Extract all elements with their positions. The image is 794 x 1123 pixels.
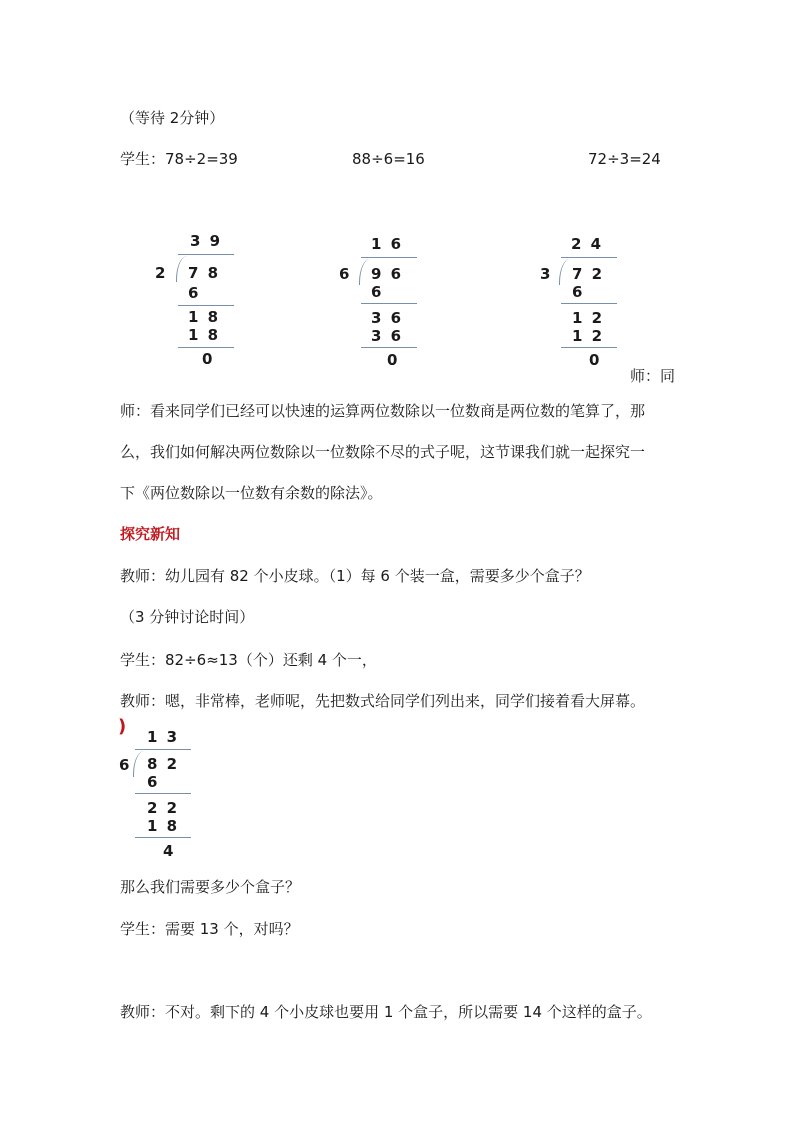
section-heading: 探究新知 bbox=[120, 525, 181, 543]
divisor: 2 bbox=[155, 264, 168, 282]
teacher-line-1a: 师：看来同学们已经可以快速的运算两位数除以一位数商是两位数的笔算了，那 bbox=[120, 402, 646, 420]
teacher-side-note: 师：同 bbox=[630, 367, 676, 385]
step-2: 3 6 bbox=[371, 309, 404, 327]
step-rule bbox=[361, 347, 417, 348]
remainder: 0 bbox=[387, 351, 400, 369]
remainder: 0 bbox=[589, 351, 602, 369]
wait-note: （等待 2分钟） bbox=[120, 109, 225, 127]
problem-statement: 教师：幼儿园有 82 个小皮球。（1）每 6 个装一盒，需要多少个盒子？ bbox=[120, 567, 590, 585]
divisor: 3 bbox=[540, 265, 553, 283]
remainder: 0 bbox=[202, 350, 215, 368]
teacher-line-2: 教师：嗯，非常棒，老师呢，先把数式给同学们列出来，同学们接着看大屏幕。 bbox=[120, 692, 646, 710]
step-rule bbox=[561, 347, 617, 348]
step-3: 3 6 bbox=[371, 327, 404, 345]
teacher-line-1b: 么，我们如何解决两位数除以一位数除不尽的式子呢，这节课我们就一起探究一 bbox=[120, 443, 646, 461]
long-division-96-by-6 bbox=[333, 235, 433, 375]
division-bracket bbox=[359, 259, 370, 285]
dividend: 7 8 bbox=[188, 264, 221, 282]
teacher-line-3: 教师：不对。剩下的 4 个小皮球也要用 1 个盒子，所以需要 14 个这样的盒子。 bbox=[120, 1003, 652, 1021]
dividend: 7 2 bbox=[572, 265, 605, 283]
step-rule bbox=[561, 303, 617, 304]
step-2: 2 2 bbox=[147, 799, 180, 817]
division-bar bbox=[178, 254, 234, 255]
question-line: 那么我们需要多少个盒子？ bbox=[120, 878, 301, 896]
quotient: 3 9 bbox=[190, 232, 223, 250]
student-answer-3: 72÷3=24 bbox=[588, 150, 661, 168]
discussion-note: （3 分钟讨论时间） bbox=[120, 608, 255, 626]
long-division-82-by-6 bbox=[115, 728, 215, 863]
teacher-line-1c: 下《两位数除以一位数有余数的除法》。 bbox=[120, 484, 383, 502]
step-3: 1 2 bbox=[572, 327, 605, 345]
long-division-72-by-3 bbox=[535, 235, 635, 375]
division-bracket bbox=[133, 751, 144, 777]
quotient: 1 6 bbox=[371, 235, 404, 253]
step-3: 1 8 bbox=[188, 326, 221, 344]
division-bar bbox=[361, 257, 417, 258]
step-rule bbox=[135, 793, 191, 794]
divisor: 6 bbox=[119, 756, 132, 774]
step-rule bbox=[178, 347, 234, 348]
red-bracket-mark: ) bbox=[118, 716, 127, 737]
student-answer-1: 学生：78÷2=39 bbox=[120, 150, 238, 168]
student-answer-2: 88÷6=16 bbox=[352, 150, 425, 168]
dividend: 8 2 bbox=[147, 755, 180, 773]
step-1: 6 bbox=[572, 283, 585, 301]
quotient: 2 4 bbox=[571, 235, 604, 253]
division-bracket bbox=[559, 259, 570, 285]
divisor: 6 bbox=[339, 265, 352, 283]
step-rule bbox=[361, 303, 417, 304]
step-1: 6 bbox=[147, 773, 160, 791]
step-1: 6 bbox=[371, 283, 384, 301]
student-answer-5: 学生：需要 13 个，对吗？ bbox=[120, 920, 299, 938]
division-bar bbox=[561, 257, 617, 258]
student-answer-4: 学生：82÷6≈13（个）还剩 4 个一， bbox=[120, 651, 377, 669]
step-2: 1 8 bbox=[188, 308, 221, 326]
step-rule bbox=[178, 305, 234, 306]
quotient: 1 3 bbox=[147, 728, 180, 746]
step-3: 1 8 bbox=[147, 817, 180, 835]
step-rule bbox=[135, 837, 191, 838]
long-division-78-by-2 bbox=[150, 232, 250, 372]
division-bracket bbox=[176, 256, 187, 282]
dividend: 9 6 bbox=[371, 265, 404, 283]
remainder: 4 bbox=[163, 842, 176, 860]
division-bar bbox=[135, 749, 191, 750]
step-2: 1 2 bbox=[572, 309, 605, 327]
step-1: 6 bbox=[188, 284, 201, 302]
